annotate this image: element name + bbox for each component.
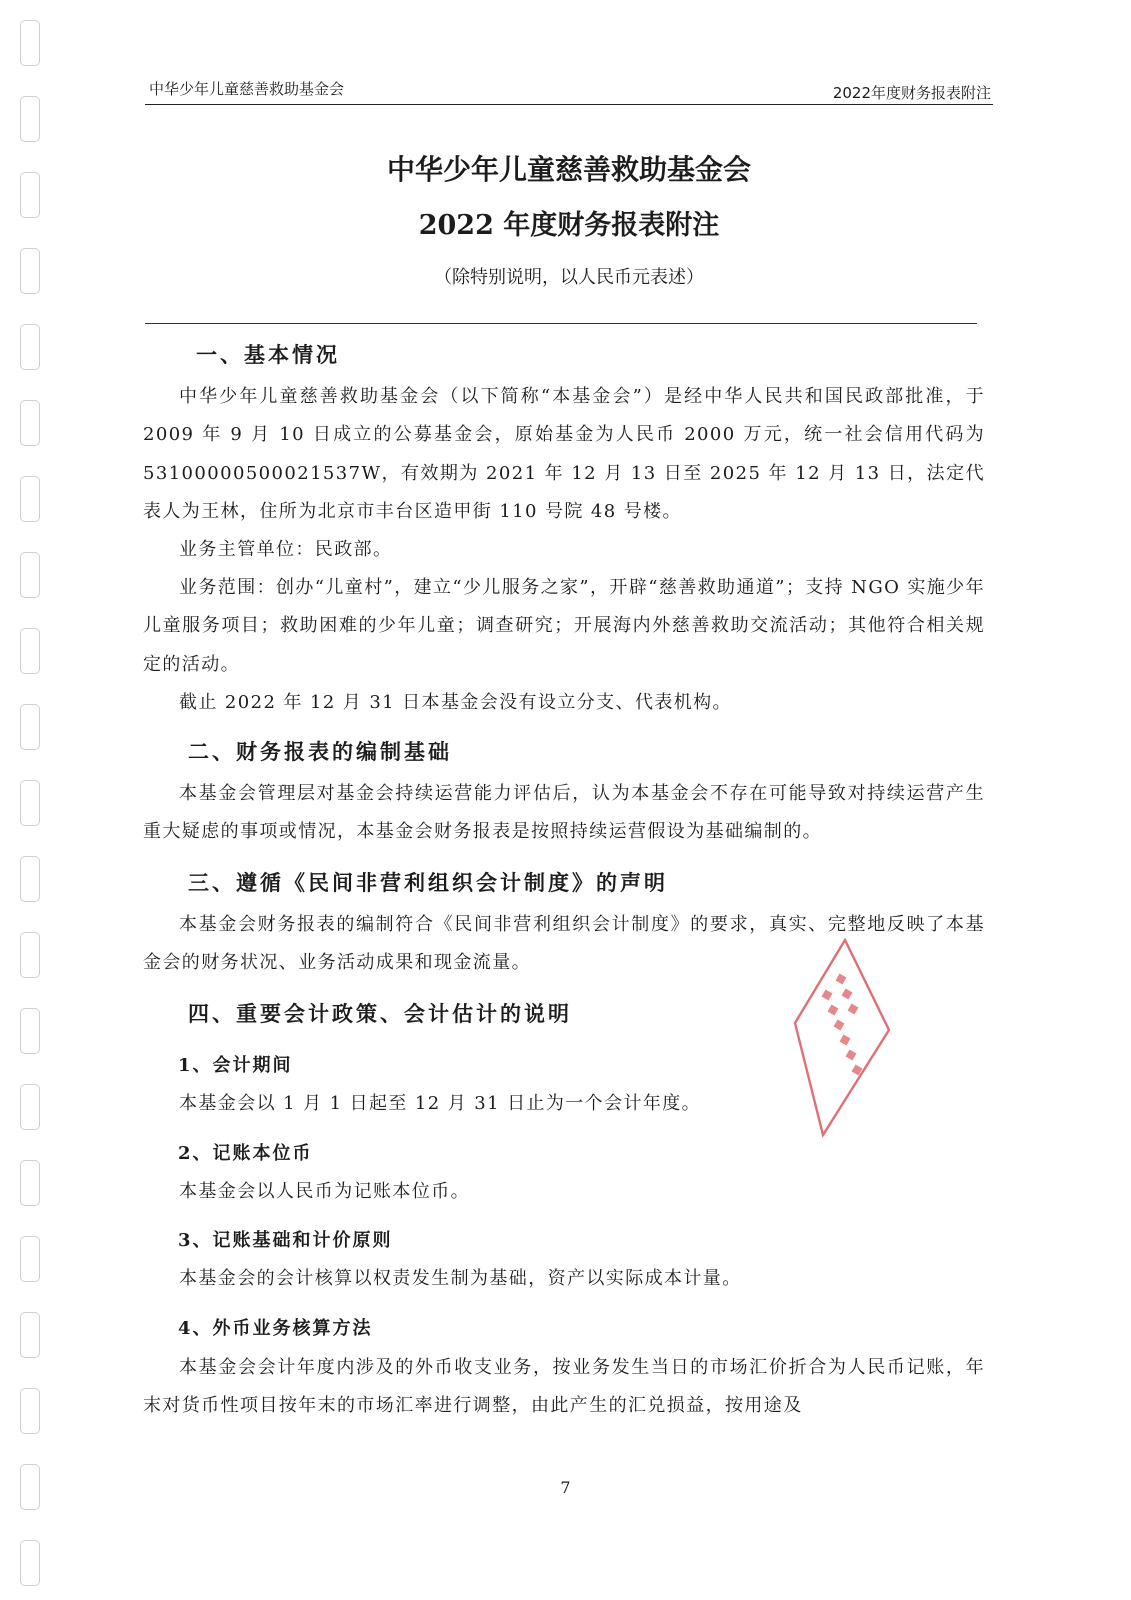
binding-hole <box>20 552 40 598</box>
binding-holes <box>20 0 44 1600</box>
binding-hole <box>20 704 40 750</box>
section-3-paragraph: 本基金会财务报表的编制符合《民间非营利组织会计制度》的要求，真实、完整地反映了本基金会的财务状况、业务活动成果和现金流量。 <box>143 914 985 974</box>
subsection-3-text: 本基金会的会计核算以权责发生制为基础，资产以实际成本计量。 <box>179 1268 742 1289</box>
binding-hole <box>20 1312 40 1358</box>
section-1-heading: 一、基本情况 <box>196 342 340 367</box>
binding-hole <box>20 400 40 446</box>
binding-hole <box>20 476 40 522</box>
header-rule <box>145 104 993 105</box>
binding-hole <box>20 932 40 978</box>
binding-hole <box>20 1388 40 1434</box>
title-rule <box>145 323 977 324</box>
binding-hole <box>20 628 40 674</box>
binding-hole <box>20 1008 40 1054</box>
section-1-paragraph-2: 业务主管单位：民政部。 <box>179 539 393 560</box>
binding-hole <box>20 1160 40 1206</box>
subsection-2-text: 本基金会以人民币为记账本位币。 <box>179 1181 470 1202</box>
section-1-paragraph-1: 中华少年儿童慈善救助基金会（以下简称“本基金会”）是经中华人民共和国民政部批准，于 2009 年 9 月 10 日成立的公募基金会，原始基金为人民币 2000 万元，统一社会信用代码为 53100000500021537W，有效期为 2021 年 12 月 13 日至 2025 年 12 月 13 日，法定代表人为王林，住所为北京市丰台区造甲街 110 号院 48 号楼。 <box>143 386 985 522</box>
binding-hole <box>20 1540 40 1586</box>
section-4-heading: 四、重要会计政策、会计估计的说明 <box>188 1001 572 1026</box>
subsection-1-heading: 1、会计期间 <box>178 1055 293 1076</box>
binding-hole <box>20 780 40 826</box>
header-organization: 中华少年儿童慈善救助基金会 <box>149 80 345 98</box>
header-document-title: 2022年度财务报表附注 <box>832 84 991 102</box>
binding-hole <box>20 172 40 218</box>
section-2-heading: 二、财务报表的编制基础 <box>188 739 452 764</box>
currency-note: （除特别说明，以人民币元表述） <box>434 267 704 288</box>
subsection-2-heading: 2、记账本位币 <box>178 1143 313 1164</box>
binding-hole <box>20 856 40 902</box>
binding-hole <box>20 1236 40 1282</box>
auditor-seal-stamp <box>793 935 893 1140</box>
binding-hole <box>20 248 40 294</box>
binding-hole <box>20 20 40 66</box>
subsection-4-text: 本基金会会计年度内涉及的外币收支业务，按业务发生当日的市场汇价折合为人民币记账，年末对货币性项目按年末的市场汇率进行调整，由此产生的汇兑损益，按用途及 <box>143 1357 985 1417</box>
subsection-1-text: 本基金会以 1 月 1 日起至 12 月 31 日止为一个会计年度。 <box>179 1093 702 1114</box>
section-2-paragraph: 本基金会管理层对基金会持续运营能力评估后，认为本基金会不存在可能导致对持续运营产生重大疑虑的事项或情况，本基金会财务报表是按照持续运营假设为基础编制的。 <box>143 783 985 843</box>
subsection-4-heading: 4、外币业务核算方法 <box>178 1318 373 1339</box>
section-1-paragraph-4: 截止 2022 年 12 月 31 日本基金会没有设立分支、代表机构。 <box>179 692 732 713</box>
document-title: 中华少年儿童慈善救助基金会 <box>386 153 751 186</box>
binding-hole <box>20 1084 40 1130</box>
section-1-paragraph-3: 业务范围：创办“儿童村”，建立“少儿服务之家”，开辟“慈善救助通道”；支持 NGO 实施少年儿童服务项目；救助困难的少年儿童；调查研究；开展海内外慈善救助交流活动；其他符合相关规定的活动。 <box>143 577 985 675</box>
subsection-3-heading: 3、记账基础和计价原则 <box>178 1230 393 1251</box>
page-number: 7 <box>560 1478 571 1497</box>
document-subtitle: 2022 年度财务报表附注 <box>418 210 720 241</box>
binding-hole <box>20 324 40 370</box>
binding-hole <box>20 96 40 142</box>
section-3-heading: 三、遵循《民间非营利组织会计制度》的声明 <box>188 870 668 895</box>
